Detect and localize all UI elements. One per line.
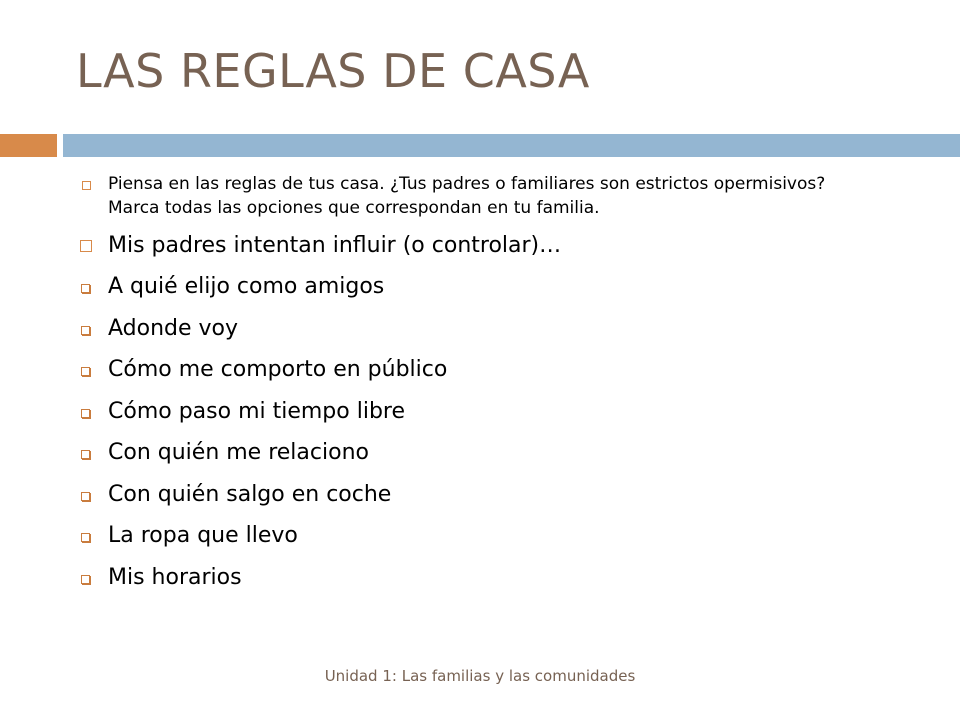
shadowed-square-bullet-icon: [81, 326, 90, 335]
question-item: [76, 232, 876, 260]
list-item: [76, 315, 876, 343]
slide-content: [76, 172, 876, 605]
option-text: A quié elijo como amigos: [108, 274, 385, 299]
accent-bar-orange: [0, 134, 57, 157]
options-list: [76, 273, 876, 592]
shadowed-square-bullet-icon: [81, 284, 90, 293]
list-item: [76, 481, 876, 509]
slide-footer: Unidad 1: Las familias y las comunidades: [324, 667, 636, 685]
slide-title: LAS REGLAS DE CASA: [76, 44, 590, 98]
option-text: Cómo paso mi tiempo libre: [108, 398, 406, 424]
list-item: [76, 439, 876, 467]
list-item: [76, 522, 876, 550]
option-text: Cómo me comporto en público: [108, 357, 448, 382]
option-text: La ropa que llevo: [108, 523, 298, 548]
shadowed-square-bullet-icon: [81, 409, 90, 418]
shadowed-square-bullet-icon: [81, 533, 90, 542]
option-text: Adonde voy: [108, 315, 239, 341]
intro-item: [76, 172, 876, 220]
question-text: Mis padres intentan influir (o controlar)…: [108, 233, 562, 258]
list-item: [76, 273, 876, 301]
shadowed-square-bullet-icon: [81, 492, 90, 501]
list-item: [76, 398, 876, 426]
shadowed-square-bullet-icon: [81, 575, 90, 584]
intro-text: Piensa en las reglas de tus casa. ¿Tus padres o familiares son estrictos opermisivos? Marca todas las opciones que correspondan en tu familia.: [108, 174, 826, 218]
accent-bar-blue: [63, 134, 960, 157]
option-text: Mis horarios: [108, 564, 242, 590]
shadowed-square-bullet-icon: [81, 367, 90, 376]
list-item: [76, 564, 876, 592]
square-bullet-icon: [80, 240, 92, 252]
square-bullet-icon: [82, 181, 91, 190]
shadowed-square-bullet-icon: [81, 450, 90, 459]
option-text: Con quién salgo en coche: [108, 481, 392, 507]
option-text: Con quién me relaciono: [108, 440, 369, 465]
list-item: [76, 356, 876, 384]
